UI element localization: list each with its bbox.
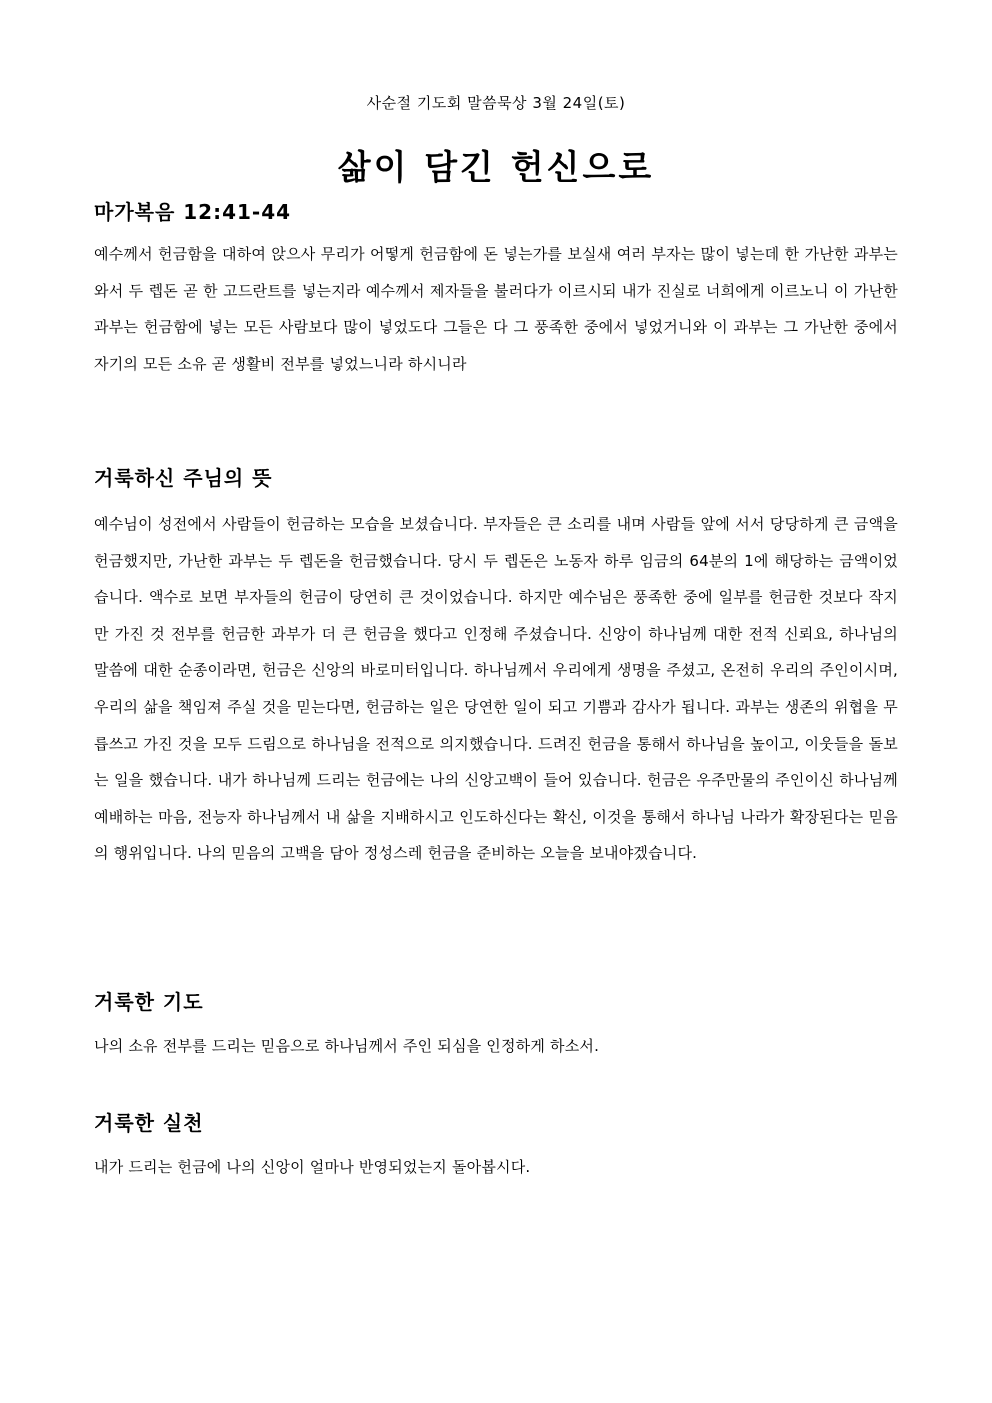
- scripture-section: [94, 198, 898, 382]
- document-subtitle: 사순절 기도회 말씀묵상 3월 24일(토): [366, 94, 626, 112]
- practice-section: [94, 1109, 898, 1186]
- lords-will-section: [94, 464, 898, 872]
- prayer-heading: 거룩한 기도: [94, 990, 204, 1014]
- scripture-heading: 마가복음 12:41-44: [94, 200, 292, 224]
- lords-will-text: 예수님이 성전에서 사람들이 헌금하는 모습을 보셨습니다. 부자들은 큰 소리를 내며 사람들 앞에 서서 당당하게 큰 금액을 헌금했지만, 가난한 과부는 두 렙돈을 헌금했습니다. 당시 두 렙돈은 노동자 하루 임금의 64분의 1에 해당하는 금액이었습니다. 액수로 보면 부자들의 헌금이 당연히 큰 것이었습니다. 하지만 예수님은 풍족한 중에 일부를 헌금한 것보다 작지만 가진 것 전부를 헌금한 과부가 더 큰 헌금을 했다고 인정해 주셨습니다. 신앙이 하나님께 대한 전적 신뢰요, 하나님의 말씀에 대한 순종이라면, 헌금은 신앙의 바로미터입니다. 하나님께서 우리에게 생명을 주셨고, 온전히 우리의 주인이시며, 우리의 삶을 책임져 주실 것을 믿는다면, 헌금하는 일은 당연한 일이 되고 기쁨과 감사가 됩니다. 과부는 생존의 위협을 무릅쓰고 가진 것을 모두 드림으로 하나님을 전적으로 의지했습니다. 드려진 헌금을 통해서 하나님을 높이고, 이웃들을 돌보는 일을 했습니다. 내가 하나님께 드리는 헌금에는 나의 신앙고백이 들어 있습니다. 헌금은 우주만물의 주인이신 하나님께 예배하는 마음, 전능자 하나님께서 내 삶을 지배하시고 인도하신다는 확신, 이것을 통해서 하나님 나라가 확장된다는 믿음의 행위입니다. 나의 믿음의 고백을 담아 정성스레 헌금을 준비하는 오늘을 보내야겠습니다.: [94, 515, 898, 863]
- lords-will-heading: 거룩하신 주님의 뜻: [94, 466, 273, 490]
- prayer-section: [94, 988, 898, 1065]
- scripture-text: 예수께서 헌금함을 대하여 앉으사 무리가 어떻게 헌금함에 돈 넣는가를 보실새 여러 부자는 많이 넣는데 한 가난한 과부는 와서 두 렙돈 곧 한 고드란트를 넣는지라 예수께서 제자들을 불러다가 이르시되 내가 진실로 너희에게 이르노니 이 가난한 과부는 헌금함에 넣는 모든 사람보다 많이 넣었도다 그들은 다 그 풍족한 중에서 넣었거니와 이 과부는 그 가난한 중에서 자기의 모든 소유 곧 생활비 전부를 넣었느니라 하시니라: [94, 245, 898, 373]
- document-title: 삶이 담긴 헌신으로: [337, 148, 655, 188]
- practice-heading: 거룩한 실천: [94, 1111, 204, 1135]
- practice-text: 내가 드리는 헌금에 나의 신앙이 얼마나 반영되었는지 돌아봅시다.: [94, 1158, 531, 1176]
- prayer-text: 나의 소유 전부를 드리는 믿음으로 하나님께서 주인 되심을 인정하게 하소서.: [94, 1037, 600, 1055]
